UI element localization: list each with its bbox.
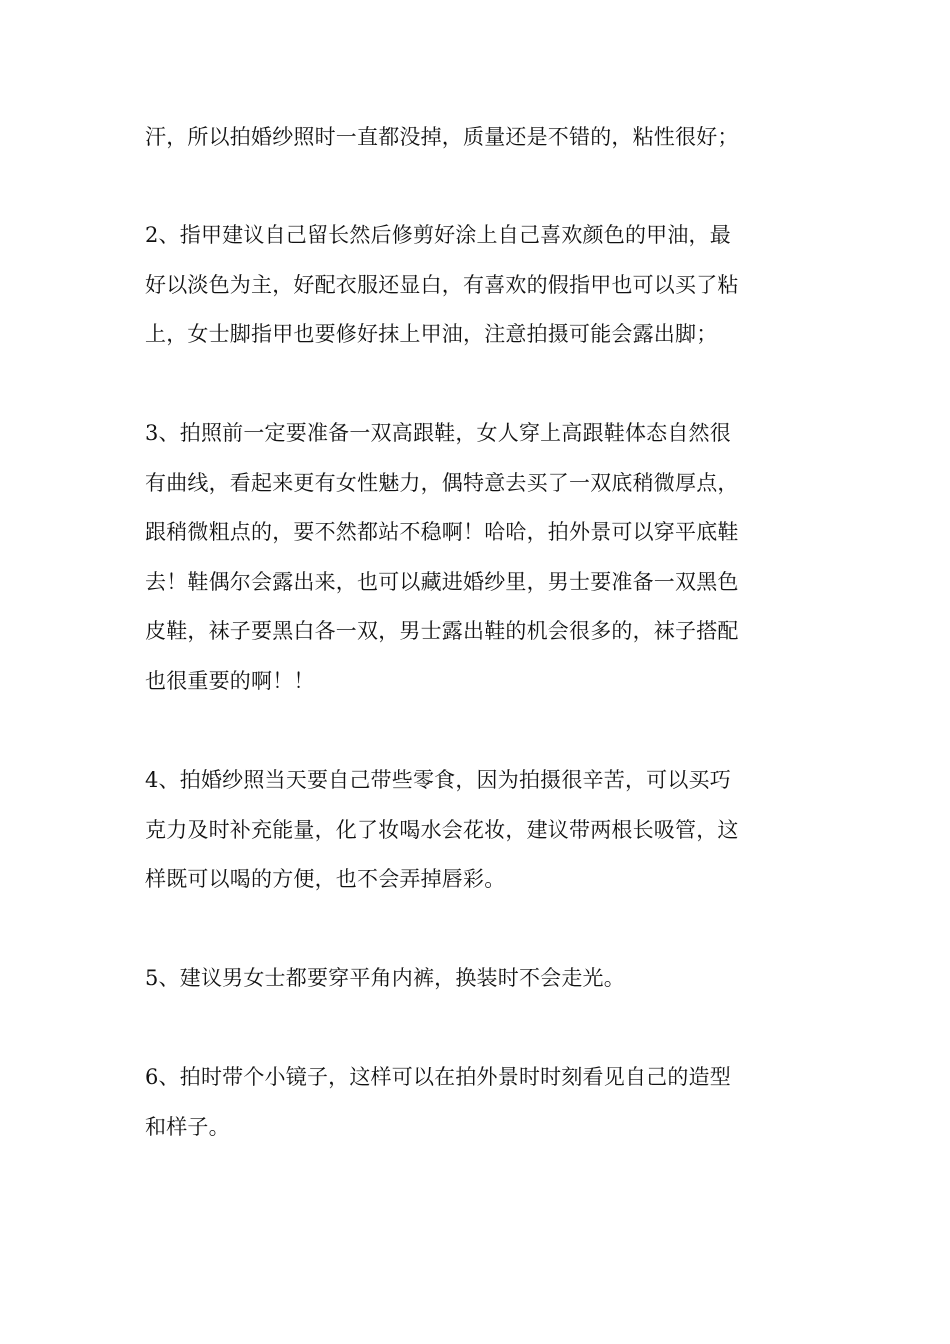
text-line: 克力及时补充能量，化了妆喝水会花妆，建议带两根长吸管，这 <box>145 817 739 842</box>
paragraph-5-underwear <box>145 954 815 1004</box>
paragraph-2-nails <box>145 211 815 360</box>
paragraph-4-snacks <box>145 756 815 905</box>
text-line: 6、拍时带个小镜子，这样可以在拍外景时时刻看见自己的造型 <box>145 1065 731 1089</box>
text-line: 和样子。 <box>145 1114 230 1139</box>
paragraph-6-mirror <box>145 1053 815 1152</box>
text-line: 也很重要的啊！！ <box>145 668 315 693</box>
text-line: 有曲线，看起来更有女性魅力，偶特意去买了一双底稍微厚点， <box>145 470 739 495</box>
text-line: 跟稍微粗点的，要不然都站不稳啊！哈哈，拍外景可以穿平底鞋 <box>145 520 739 545</box>
text-line: 上，女士脚指甲也要修好抹上甲油，注意拍摄可能会露出脚； <box>145 322 718 347</box>
text-line: 3、拍照前一定要准备一双高跟鞋，女人穿上高跟鞋体态自然很 <box>145 421 731 445</box>
text-line: 皮鞋，袜子要黑白各一双，男士露出鞋的机会很多的，袜子搭配 <box>145 619 739 644</box>
text-line: 4、拍婚纱照当天要自己带些零食，因为拍摄很辛苦，可以买巧 <box>145 768 731 792</box>
paragraph-3-shoes <box>145 409 815 707</box>
paragraph-1-continuation <box>145 113 815 163</box>
text-line: 样既可以喝的方便，也不会弄掉唇彩。 <box>145 867 506 892</box>
text-line: 去！鞋偶尔会露出来，也可以藏进婚纱里，男士要准备一双黑色 <box>145 569 739 594</box>
text-line: 5、建议男女士都要穿平角内裤，换装时不会走光。 <box>145 966 625 990</box>
text-line: 汗，所以拍婚纱照时一直都没掉，质量还是不错的，粘性很好； <box>145 125 739 149</box>
text-line: 2、指甲建议自己留长然后修剪好涂上自己喜欢颜色的甲油，最 <box>145 223 731 247</box>
text-line: 好以淡色为主，好配衣服还显白，有喜欢的假指甲也可以买了粘 <box>145 272 739 297</box>
